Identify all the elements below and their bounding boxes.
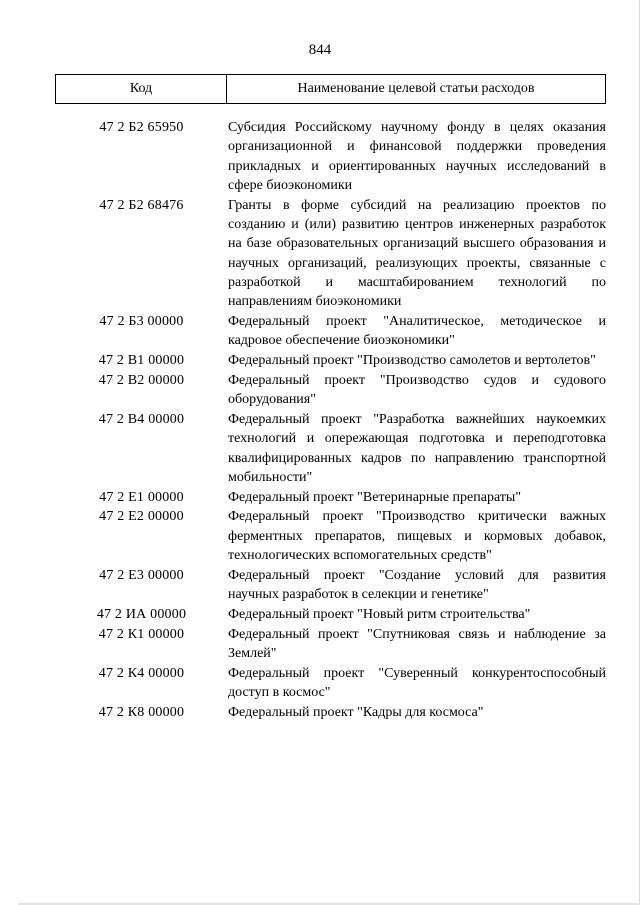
row-code: 47 2 Б2 65950 xyxy=(99,120,184,135)
row-code: 47 2 К8 00000 xyxy=(98,704,185,720)
row-name: Гранты в форме субсидий на реализацию проектов по созданию и (или) развитию центров инженерных разработок на базе образовательных организаций высшего образования и научных организаций, реализующих проекты, связанные с разработкой и масштабированием технологий по направлениям биоэкономики xyxy=(228,197,606,310)
row-code: 47 2 Б2 68476 xyxy=(99,197,184,213)
row-code: 47 2 К4 00000 xyxy=(98,665,185,681)
row-name: Федеральный проект "Ветеринарные препараты" xyxy=(228,489,522,505)
row-code: 47 2 ИА 00000 xyxy=(96,606,187,622)
table-row xyxy=(55,664,606,703)
row-name: Федеральный проект "Суверенный конкурентоспособный доступ в космос" xyxy=(228,665,606,701)
table-row xyxy=(55,118,606,195)
row-name: Субсидия Российскому научному фонду в целях оказания организационной и финансовой поддержки проведения прикладных и ориентированных научных исследований в сфере биоэкономики xyxy=(228,120,606,193)
table-row xyxy=(55,507,606,565)
row-name: Федеральный проект "Производство судов и судового оборудования" xyxy=(228,372,606,408)
row-name: Федеральный проект "Создание условий для развития научных разработок в селекции и генетике" xyxy=(228,567,606,603)
row-name: Федеральный проект "Кадры для космоса" xyxy=(228,704,484,720)
row-code: 47 2 В4 00000 xyxy=(98,411,185,427)
row-code: 47 2 Е3 00000 xyxy=(99,567,184,583)
row-name: Федеральный проект "Спутниковая связь и наблюдение за Землей" xyxy=(228,626,606,662)
table-row xyxy=(55,196,606,312)
table-row xyxy=(55,312,606,351)
table-row xyxy=(55,605,606,624)
table-row xyxy=(55,703,606,722)
table-row xyxy=(55,351,606,370)
row-code: 47 2 Е1 00000 xyxy=(99,489,184,505)
table-row xyxy=(55,371,606,410)
row-name: Федеральный проект "Производство самолетов и вертолетов" xyxy=(228,353,596,369)
table-row xyxy=(55,410,606,487)
row-code: 47 2 В2 00000 xyxy=(98,372,185,388)
table-row xyxy=(55,625,606,664)
row-name: Федеральный проект "Разработка важнейших наукоемких технологий и опережающая подготовка и переподготовка квалифицированных кадров по направлению транспортной мобильности" xyxy=(228,411,606,485)
row-code: 47 2 Б3 00000 xyxy=(99,313,184,329)
row-name: Федеральный проект "Аналитическое, методическое и кадровое обеспечение биоэкономики" xyxy=(228,313,606,349)
budget-items-list xyxy=(55,118,606,723)
row-name: Федеральный проект "Новый ритм строительства" xyxy=(228,606,531,622)
header-name: Наименование целевой статьи расходов xyxy=(297,81,535,96)
table-header xyxy=(55,74,606,104)
row-name: Федеральный проект "Производство критически важных ферментных препаратов, пищевых и кормовых добавок, технологических вспомогательных средств" xyxy=(228,509,606,564)
table-row xyxy=(55,566,606,605)
table-row xyxy=(55,488,606,507)
row-code: 47 2 В1 00000 xyxy=(98,353,185,369)
page-number: 844 xyxy=(308,42,332,58)
header-code: Код xyxy=(56,75,227,103)
row-code: 47 2 Е2 00000 xyxy=(99,509,184,525)
row-code: 47 2 К1 00000 xyxy=(98,626,185,642)
